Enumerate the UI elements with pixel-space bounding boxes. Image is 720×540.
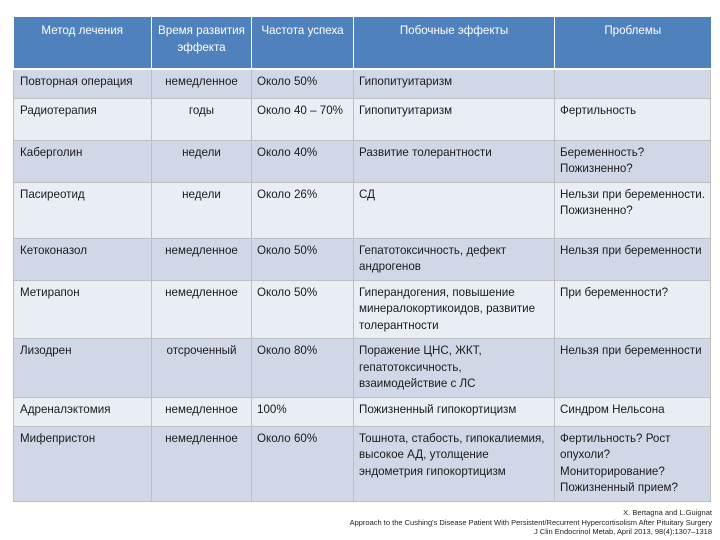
cell-time-to-effect: немедленное [152,69,252,98]
cell-problems: Нельзя при беременности [555,339,711,398]
cell-method: Повторная операция [14,69,152,98]
cell-side-effects: Поражение ЦНС, ЖКТ, гепатотоксичность, взаимодействие с ЛС [354,339,555,398]
cell-problems [555,69,711,98]
header-success-rate: Частота успеха [252,17,354,69]
table-row [14,182,711,238]
cell-success-rate: Около 40% [252,140,354,182]
cell-side-effects: Гипопитуитаризм [354,98,555,140]
cell-time-to-effect: годы [152,98,252,140]
cell-problems: Нельзя при беременности [555,238,711,280]
cell-method: Кетоконазол [14,238,152,280]
cell-time-to-effect: немедленное [152,426,252,501]
cell-side-effects: Гепатотоксичность, дефект андрогенов [354,238,555,280]
cell-problems: Нельзи при беременности. Пожизненно? [555,182,711,238]
cell-side-effects: Гипопитуитаризм [354,69,555,98]
cell-method: Радиотерапия [14,98,152,140]
cell-time-to-effect: недели [152,140,252,182]
cell-side-effects: Пожизненный гипокортицизм [354,397,555,426]
table-row [14,397,711,426]
cell-time-to-effect: немедленное [152,280,252,339]
citation-title: Approach to the Cushing's Disease Patient With Persistent/Recurrent Hypercortisolism After Pituitary Surgery [349,517,712,527]
citation-source: J Clin Endocrinol Metab, April 2013, 98(4):1307–1318 [533,527,712,536]
header-side-effects: Побочные эффекты [354,17,555,69]
table-row [14,69,711,98]
cell-success-rate: Около 50% [252,238,354,280]
cell-time-to-effect: немедленное [152,238,252,280]
cell-problems: Синдром Нельсона [555,397,711,426]
cell-success-rate: Около 40 – 70% [252,98,354,140]
cell-success-rate: Около 80% [252,339,354,398]
citation [350,508,712,537]
cell-problems: Беременность? Пожизненно? [555,140,711,182]
citation-authors: X. Bertagna and L.Guignat [623,508,712,517]
cell-success-rate: 100% [252,397,354,426]
cell-side-effects: СД [354,182,555,238]
cell-method: Метирапон [14,280,152,339]
header-time-to-effect: Время развития эффекта [152,17,252,69]
cell-side-effects: Тошнота, стабость, гипокалиемия, высокое АД, утолщение эндометрия гипокортицизм [354,426,555,501]
cell-side-effects: Гиперандогения, повышение минералокортикоидов, развитие толерантности [354,280,555,339]
table-row [14,426,711,501]
cell-success-rate: Около 50% [252,280,354,339]
table-row [14,280,711,339]
table-row [14,339,711,398]
cell-time-to-effect: недели [152,182,252,238]
cell-time-to-effect: немедленное [152,397,252,426]
cell-method: Адреналэктомия [14,397,152,426]
table-row [14,98,711,140]
table-row [14,140,711,182]
cell-method: Лизодрен [14,339,152,398]
cell-success-rate: Около 26% [252,182,354,238]
treatment-comparison-table [13,17,711,502]
cell-method: Каберголин [14,140,152,182]
cell-problems: При беременности? [555,280,711,339]
header-row [14,17,711,69]
cell-problems: Фертильность [555,98,711,140]
cell-success-rate: Около 60% [252,426,354,501]
header-problems: Проблемы [555,17,711,69]
cell-method: Пасиреотид [14,182,152,238]
header-method: Метод лечения [14,17,152,69]
cell-success-rate: Около 50% [252,69,354,98]
cell-method: Мифепристон [14,426,152,501]
cell-time-to-effect: отсроченный [152,339,252,398]
cell-problems: Фертильность? Рост опухоли? Мониторирование? Пожизненный прием? [555,426,711,501]
table-row [14,238,711,280]
cell-side-effects: Развитие толерантности [354,140,555,182]
